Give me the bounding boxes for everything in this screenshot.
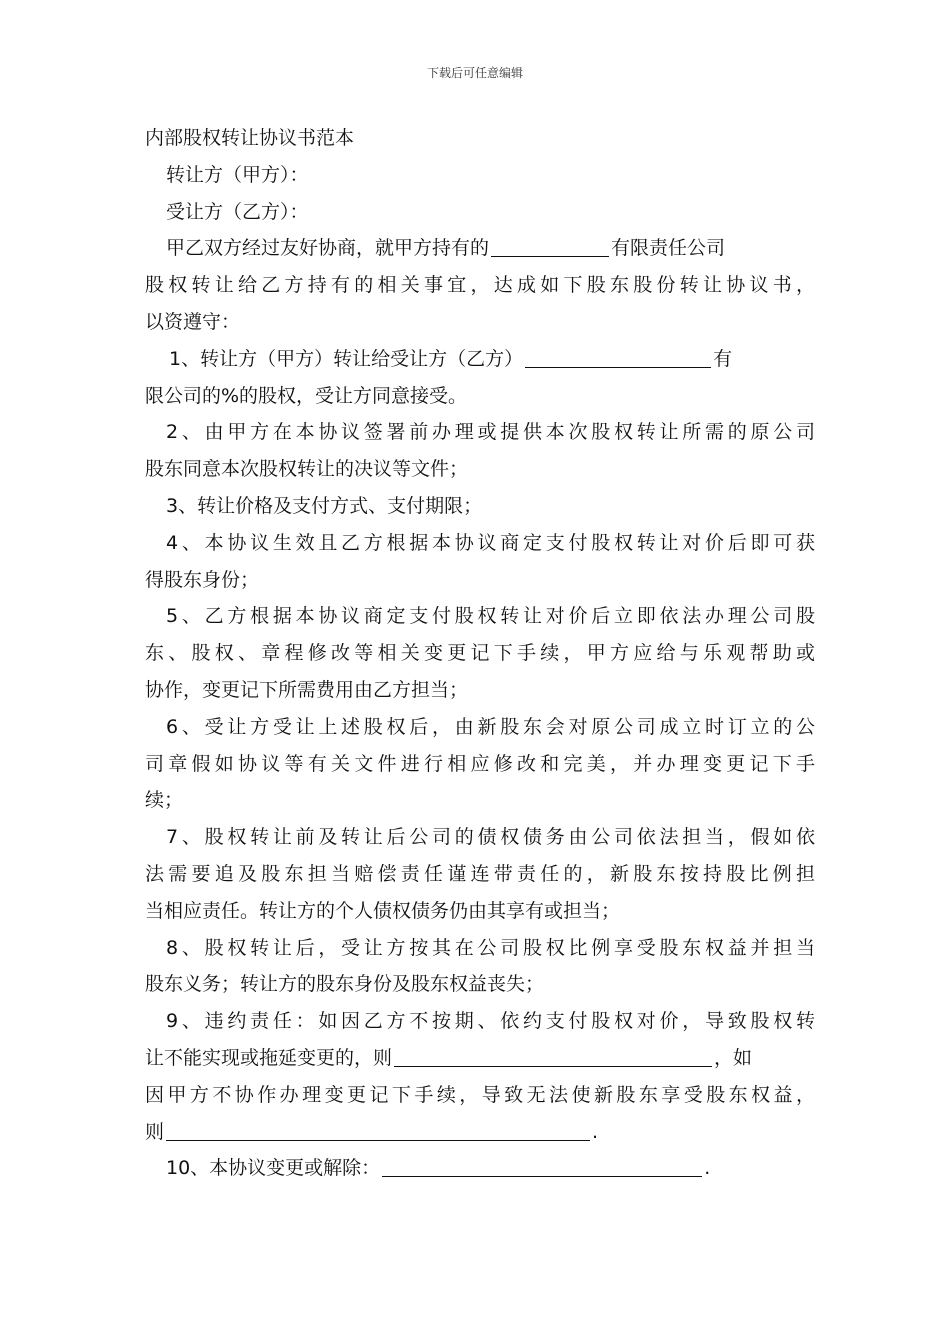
intro-line-1 [145,230,815,267]
item-9-blank-2 [166,1116,590,1141]
item-1-line-1 [145,341,815,378]
item-1-text-end: 有 [713,347,733,370]
intro-text-2: 有限责任公司 [611,237,726,260]
item-9-text-4a: 则 [145,1120,165,1143]
item-9-text-4b: . [592,1120,599,1143]
item-7-line-3: 当相应责任。转让方的个人债权债务仍由其享有或担当； [145,899,621,922]
item-7-line-2: 法需要追及股东担当赔偿责任谨连带责任的，新股东按持股比例担 [145,862,815,885]
item-5-line-3: 协作，变更记下所需费用由乙方担当； [145,678,469,701]
item-2-line-2: 股东同意本次股权转让的决议等文件； [145,458,469,481]
item-1-line-2: 限公司的%的股权，受让方同意接受。 [145,384,468,407]
item-9-line-3: 因甲方不协作办理变更记下手续，导致无法使新股东享受股东权益， [145,1083,815,1106]
item-9-blank-1 [394,1042,712,1067]
item-9-text-2b: ，如 [714,1046,753,1069]
item-9-line-4 [145,1114,815,1151]
item-10-blank [382,1152,702,1177]
item-7-line-1: 7、股权转让前及转让后公司的债权债务由公司依法担当，假如依 [166,826,815,849]
document-title: 内部股权转让协议书范本 [145,127,355,149]
item-3-line-1: 3、转让价格及支付方式、支付期限； [166,494,483,517]
item-4-line-1: 4、本协议生效且乙方根据本协议商定支付股权转让对价后即可获 [166,531,815,554]
item-9-line-2 [145,1040,815,1077]
party-b-line: 受让方（乙方）： [166,200,309,223]
item-8-line-1: 8、股权转让后，受让方按其在公司股权比例享受股东权益并担当 [166,936,815,959]
item-1-text: 1、转让方（甲方）转让给受让方（乙方） [169,347,524,370]
document-body [145,120,815,1187]
item-9-line-1: 9、违约责任：如因乙方不按期、依约支付股权对价，导致股权转 [166,1010,815,1033]
intro-text-1: 甲乙双方经过友好协商，就甲方持有的 [166,237,490,260]
item-6-line-2: 司章假如协议等有关文件进行相应修改和完美，并办理变更记下手 [145,752,815,775]
item-6-line-3: 续； [145,789,184,812]
intro-line-3: 以资遵守： [145,310,241,333]
item-2-line-1: 2、由甲方在本协议签署前办理或提供本次股权转让所需的原公司 [166,421,815,444]
page-header: 下载后可任意编辑 [426,66,523,80]
item-10-text: 10、本协议变更或解除： [166,1157,381,1180]
item-8-line-2: 股东义务；转让方的股东身份及股东权益丧失； [145,973,545,996]
item-4-line-2: 得股东身份； [145,568,260,591]
item-6-line-1: 6、受让方受让上述股权后，由新股东会对原公司成立时订立的公 [166,715,815,738]
item-5-line-2: 东、股权、章程修改等相关变更记下手续，甲方应给与乐观帮助或 [145,642,815,665]
item-10-line-1 [145,1150,815,1187]
item-1-blank [525,343,711,368]
item-10-text-end: . [704,1157,711,1180]
party-a-line: 转让方（甲方）： [166,163,309,186]
intro-line-2: 股权转让给乙方持有的相关事宜，达成如下股东股份转让协议书， [145,274,815,297]
company-name-blank [491,232,609,257]
item-9-text-2a: 让不能实现或拖延变更的，则 [145,1046,393,1069]
item-5-line-1: 5、乙方根据本协议商定支付股权转让对价后立即依法办理公司股 [166,605,815,628]
